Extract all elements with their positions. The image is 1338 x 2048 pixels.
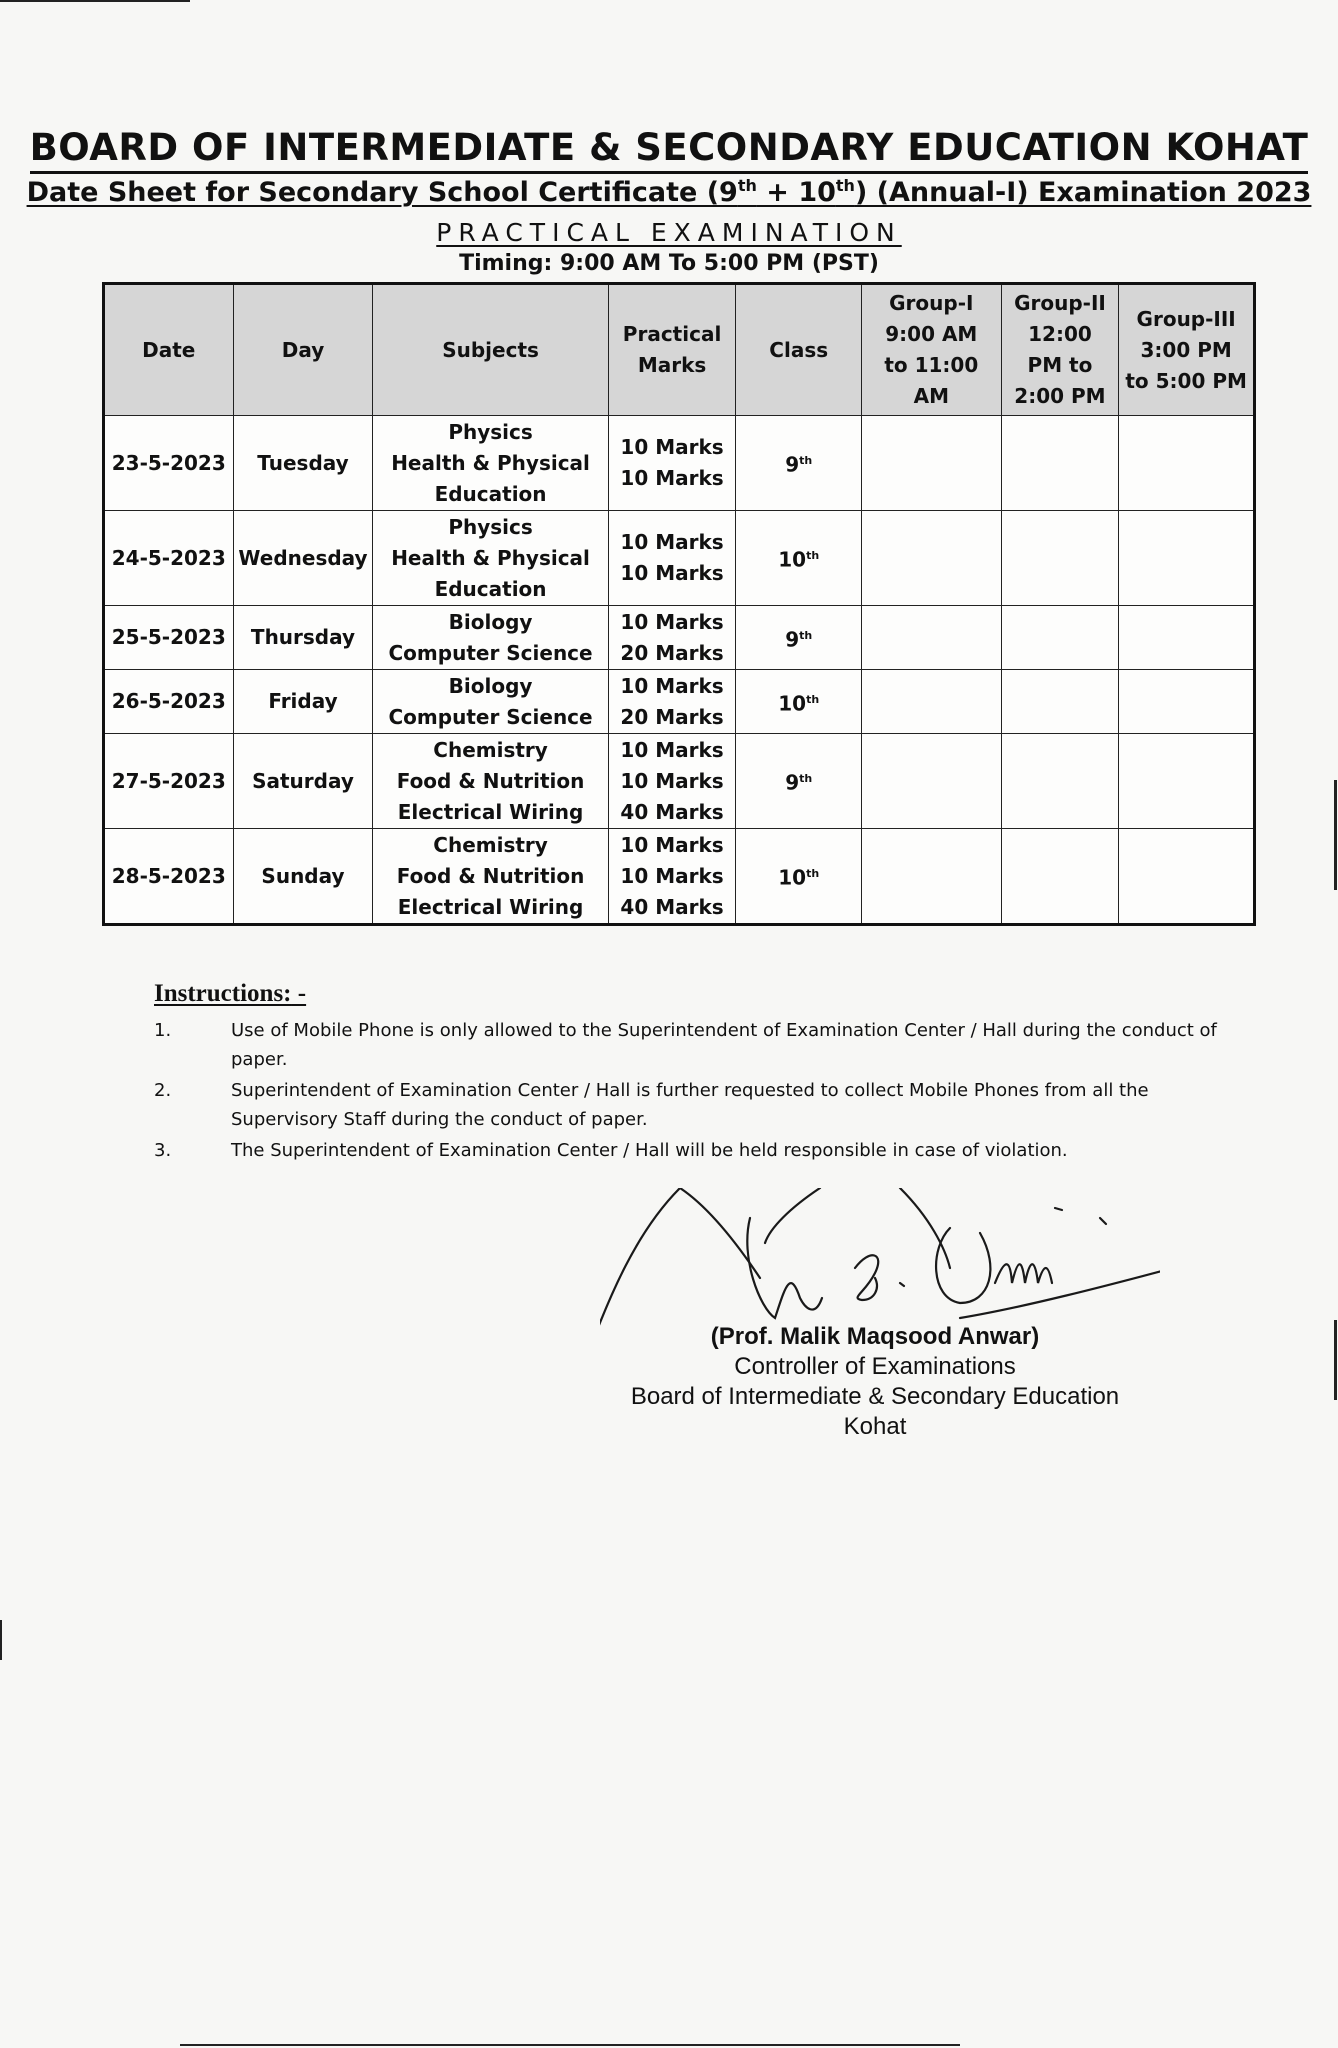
- header-group-3: Group-III 3:00 PM to 5:00 PM: [1119, 284, 1255, 416]
- scan-edge-bottom: [180, 2044, 960, 2046]
- header-subjects: Subjects: [373, 284, 608, 416]
- header-group-1: Group-I 9:00 AM to 11:00 AM: [862, 284, 1002, 416]
- cell-date: 27-5-2023: [104, 734, 234, 829]
- cell-group-3: [1119, 829, 1255, 925]
- cell-marks: 10 Marks 10 Marks 40 Marks: [608, 829, 736, 925]
- cell-subjects: Chemistry Food & Nutrition Electrical Wiring: [373, 829, 608, 925]
- instructions-title: Instructions: -: [154, 980, 307, 1007]
- cell-day: Friday: [233, 670, 373, 734]
- cell-group-3: [1119, 606, 1255, 670]
- signatory-name: (Prof. Malik Maqsood Anwar): [710, 1323, 1040, 1350]
- cell-day: Tuesday: [233, 416, 373, 511]
- list-item: 2. Superintendent of Examination Center / Hall is further requested to collect Mobile Phones from all the Supervisory Staff during the conduct of paper.: [154, 1080, 1149, 1130]
- cell-group-3: [1119, 511, 1255, 606]
- table-row: [104, 416, 1255, 511]
- header-day: Day: [233, 284, 373, 416]
- table-row: [104, 734, 1255, 829]
- cell-group-1: [862, 829, 1002, 925]
- cell-group-1: [862, 670, 1002, 734]
- cell-subjects: Biology Computer Science: [373, 606, 608, 670]
- cell-group-3: [1119, 416, 1255, 511]
- exam-type: PRACTICAL EXAMINATION: [436, 218, 902, 247]
- cell-day: Thursday: [233, 606, 373, 670]
- board-title: BOARD OF INTERMEDIATE & SECONDARY EDUCATION KOHAT: [0, 126, 1338, 169]
- header-group-2: Group-II 12:00 PM to 2:00 PM: [1001, 284, 1119, 416]
- cell-date: 23-5-2023: [104, 416, 234, 511]
- cell-date: 25-5-2023: [104, 606, 234, 670]
- header-class: Class: [736, 284, 862, 416]
- table-row: [104, 670, 1255, 734]
- cell-group-1: [862, 511, 1002, 606]
- header-date: Date: [104, 284, 234, 416]
- cell-day: Wednesday: [233, 511, 373, 606]
- cell-group-2: [1001, 670, 1119, 734]
- cell-group-3: [1119, 734, 1255, 829]
- cell-date: 28-5-2023: [104, 829, 234, 925]
- cell-subjects: Biology Computer Science: [373, 670, 608, 734]
- cell-subjects: Physics Health & Physical Education: [373, 416, 608, 511]
- date-sheet-table: [102, 282, 1256, 926]
- signatory-block: [560, 1322, 1190, 1442]
- cell-day: Saturday: [233, 734, 373, 829]
- cell-group-2: [1001, 511, 1119, 606]
- cell-group-1: [862, 606, 1002, 670]
- header-practical-marks: Practical Marks: [608, 284, 736, 416]
- list-item: 1. Use of Mobile Phone is only allowed to the Superintendent of Examination Center / Hall during the conduct of paper.: [154, 1020, 1217, 1070]
- exam-subtitle: Date Sheet for Secondary School Certificate (9th + 10th) (Annual-I) Examination 2023: [26, 176, 1312, 208]
- cell-date: 24-5-2023: [104, 511, 234, 606]
- cell-marks: 10 Marks 20 Marks: [608, 670, 736, 734]
- cell-class: 9th: [736, 416, 862, 511]
- instructions-list: [154, 1016, 1254, 1167]
- table-row: [104, 829, 1255, 925]
- scan-edge-right: [1334, 780, 1337, 890]
- cell-group-2: [1001, 829, 1119, 925]
- table-row: [104, 511, 1255, 606]
- cell-marks: 10 Marks 10 Marks: [608, 511, 736, 606]
- table-header-row: [104, 284, 1255, 416]
- cell-date: 26-5-2023: [104, 670, 234, 734]
- signatory-city: Kohat: [843, 1413, 907, 1440]
- cell-group-1: [862, 416, 1002, 511]
- exam-timing: Timing: 9:00 AM To 5:00 PM (PST): [459, 251, 879, 276]
- cell-class: 9th: [736, 606, 862, 670]
- cell-group-1: [862, 734, 1002, 829]
- table-row: [104, 606, 1255, 670]
- cell-class: 10th: [736, 829, 862, 925]
- list-item: 3. The Superintendent of Examination Center / Hall will be held responsible in case of violation.: [154, 1140, 1068, 1161]
- cell-day: Sunday: [233, 829, 373, 925]
- scan-edge-left: [0, 1620, 2, 1660]
- cell-subjects: Physics Health & Physical Education: [373, 511, 608, 606]
- cell-group-2: [1001, 416, 1119, 511]
- scan-edge-top: [0, 0, 190, 2]
- cell-marks: 10 Marks 20 Marks: [608, 606, 736, 670]
- cell-marks: 10 Marks 10 Marks 40 Marks: [608, 734, 736, 829]
- scan-edge-right-2: [1334, 1320, 1337, 1400]
- cell-class: 10th: [736, 670, 862, 734]
- cell-group-2: [1001, 734, 1119, 829]
- cell-marks: 10 Marks 10 Marks: [608, 416, 736, 511]
- cell-group-3: [1119, 670, 1255, 734]
- cell-class: 9th: [736, 734, 862, 829]
- cell-class: 10th: [736, 511, 862, 606]
- cell-subjects: Chemistry Food & Nutrition Electrical Wiring: [373, 734, 608, 829]
- signatory-org: Board of Intermediate & Secondary Education: [630, 1383, 1120, 1410]
- signatory-title: Controller of Examinations: [734, 1353, 1016, 1380]
- cell-group-2: [1001, 606, 1119, 670]
